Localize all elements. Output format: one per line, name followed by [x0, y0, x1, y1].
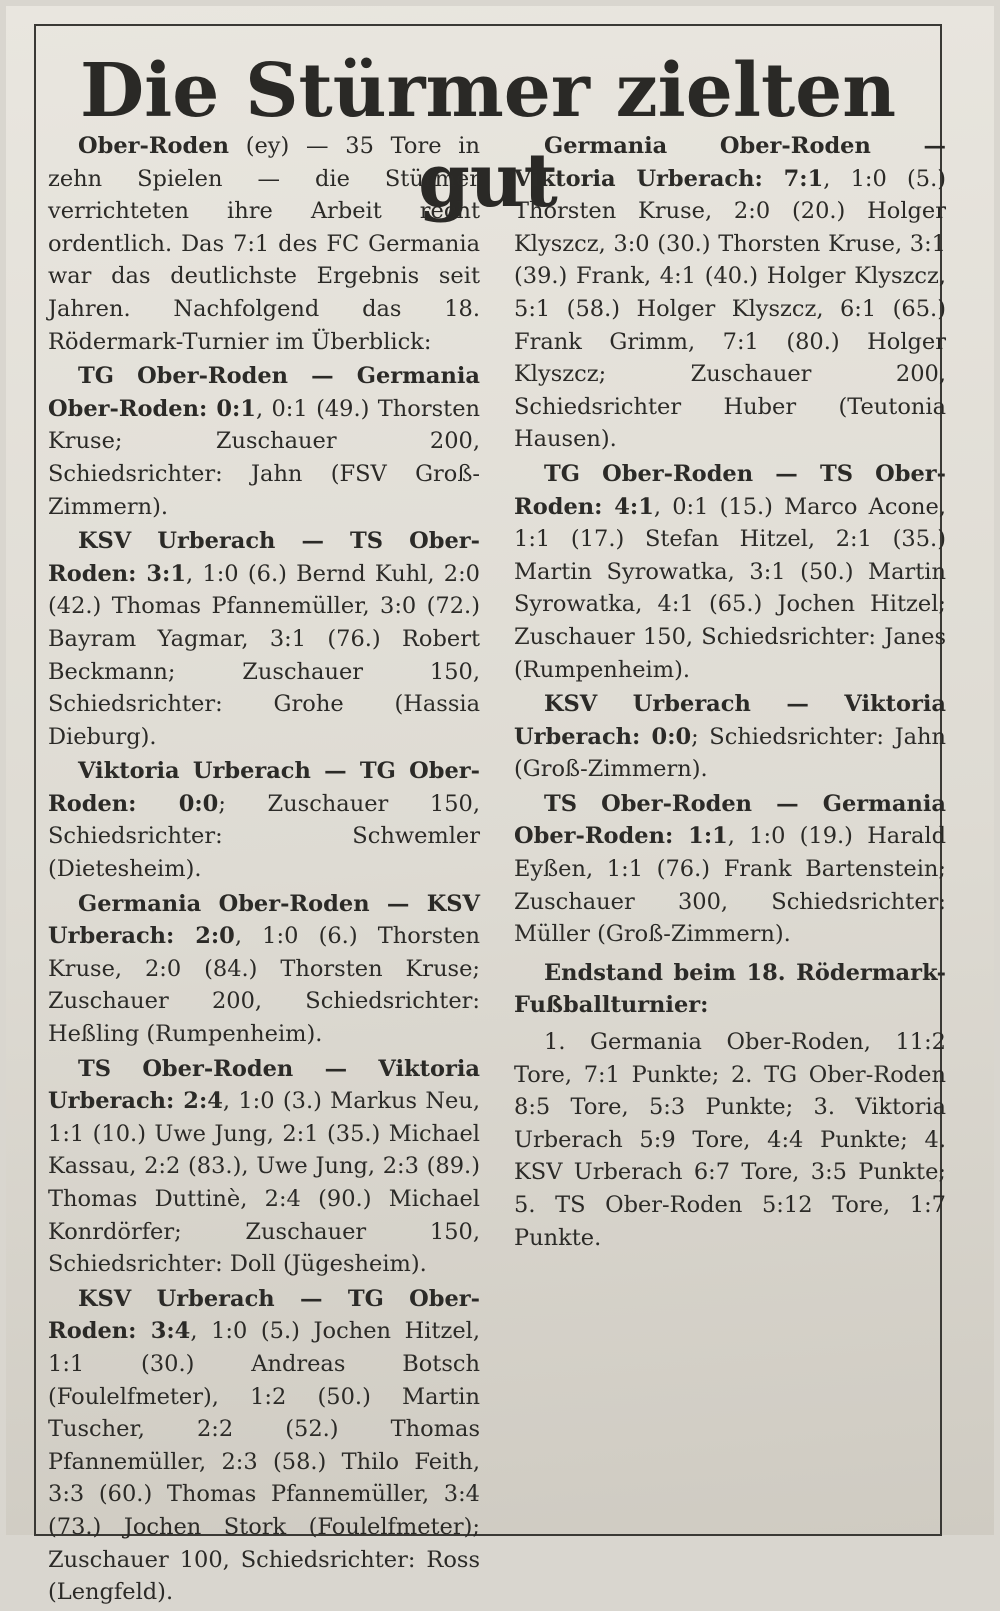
match-report — [48, 755, 480, 885]
match-heading: KSV Urberach — TS Ober-Roden: 3:1 — [48, 528, 480, 587]
match-report — [514, 130, 946, 456]
article-frame — [34, 24, 946, 1606]
match-report — [48, 360, 480, 523]
match-details: , 1:0 (5.) Thorsten Kruse, 2:0 (20.) Holger Klyszcz, 3:0 (30.) Thorsten Kruse, 3:1 (39.) Frank, 4:1 (40.) Holger Klyszcz, 5:1 (58.) Holger Klyszcz, 6:1 (65.) Frank Grimm, 7:1 (80.) Holger Klyszcz; Zuschauer 200, Schiedsrichter Huber (Teutonia Hausen). — [514, 165, 946, 453]
match-details: , 1:0 (19.) Harald Eyßen, 1:1 (76.) Frank Bartenstein; Zuschauer 300, Schiedsrichter: Müller (Groß-Zimmern). — [514, 823, 946, 948]
standings-heading: Endstand beim 18. Rödermark-Fußballturnier: — [514, 959, 946, 1019]
match-heading: Germania Ober-Roden — KSV Urberach: 2:0 — [48, 890, 480, 950]
right-column — [514, 130, 946, 1254]
lead-paragraph — [48, 130, 480, 358]
match-heading: TG Ober-Roden — TS Ober-Roden: 4:1 — [514, 460, 946, 520]
standings-text: 1. Germania Ober-Roden, 11:2 Tore, 7:1 Punkte; 2. TG Ober-Roden 8:5 Tore, 5:3 Punkte; 3. Viktoria Urberach 5:9 Tore, 4:4 Punkte; 4. KSV Urberach 6:7 Tore, 3:5 Punkte; 5. TS Ober-Roden 5:12 Tore, 1:7 Punkte. — [514, 1029, 946, 1251]
left-column — [48, 130, 480, 1611]
match-heading: TS Ober-Roden — Viktoria Urberach: 2:4 — [48, 1055, 480, 1115]
match-report — [514, 688, 946, 786]
match-details: , 0:1 (49.) Thorsten Kruse; Zuschauer 200, Schiedsrichter: Jahn (FSV Groß-Zimmern). — [48, 395, 480, 520]
headline: Die Stürmer zielten gut — [79, 48, 897, 224]
match-heading: Germania Ober-Roden — Viktoria Urberach: 7:1 — [514, 133, 946, 192]
match-details: , 1:0 (6.) Thorsten Kruse, 2:0 (84.) Thorsten Kruse; Zuschauer 200, Schiedsrichter: Heßling (Rumpenheim). — [48, 923, 480, 1048]
lead-text: (ey) — 35 Tore in zehn Spielen — die Stürmer verrichteten ihre Arbeit recht ordentlich. Das 7:1 des FC Germania war das deutlichste Ergebnis seit Jahren. Nachfolgend das 18. Rödermark-Turnier im Überblick: — [48, 133, 480, 355]
newspaper-clipping — [6, 6, 994, 1606]
match-details: ; Zuschauer 150, Schiedsrichter: Schwemler (Dietesheim). — [48, 790, 480, 883]
match-details: ; Schiedsrichter: Jahn (Groß-Zimmern). — [514, 723, 946, 783]
match-details: , 1:0 (5.) Jochen Hitzel, 1:1 (30.) Andreas Botsch (Foulelfmeter), 1:2 (50.) Martin Tuscher, 2:2 (52.) Thomas Pfannemüller, 2:3 (58.) Thilo Feith, 3:3 (60.) Thomas Pfannemüller, 3:4 (73.) Jochen Stork (Foulelfmeter); Zuschauer 100, Schiedsrichter: Ross (Lengfeld). — [48, 1318, 480, 1606]
match-report — [514, 458, 946, 686]
match-heading: KSV Urberach — Viktoria Urberach: 0:0 — [514, 691, 946, 750]
match-report — [48, 1283, 480, 1609]
match-heading: Viktoria Urberach — TG Ober-Roden: 0:0 — [48, 758, 480, 817]
match-details: , 1:0 (6.) Bernd Kuhl, 2:0 (42.) Thomas Pfannemüller, 3:0 (72.) Bayram Yagmar, 3:1 (76.) Robert Beckmann; Zuschauer 150, Schiedsrichter: Grohe (Hassia Dieburg). — [48, 560, 480, 750]
match-details: , 1:0 (3.) Markus Neu, 1:1 (10.) Uwe Jung, 2:1 (35.) Michael Kassau, 2:2 (83.), Uwe Jung, 2:3 (89.) Thomas Duttinè, 2:4 (90.) Michael Konrdörfer; Zuschauer 150, Schiedsrichter: Doll (Jügesheim). — [48, 1088, 480, 1278]
match-report — [48, 888, 480, 1051]
match-report — [514, 788, 946, 951]
lead-place: Ober-Roden — [78, 133, 229, 159]
match-report — [48, 525, 480, 753]
match-heading: KSV Urberach — TG Ober-Roden: 3:4 — [48, 1285, 480, 1345]
match-report — [48, 1053, 480, 1281]
match-heading: TG Ober-Roden — Germania Ober-Roden: 0:1 — [48, 363, 480, 422]
match-heading: TS Ober-Roden — Germania Ober-Roden: 1:1 — [514, 790, 946, 850]
match-details: , 0:1 (15.) Marco Acone, 1:1 (17.) Stefan Hitzel, 2:1 (35.) Martin Syrowatka, 3:1 (50.) Martin Syrowatka, 4:1 (65.) Jochen Hitzel; Zuschauer 150, Schiedsrichter: Janes (Rumpenheim). — [514, 493, 946, 683]
